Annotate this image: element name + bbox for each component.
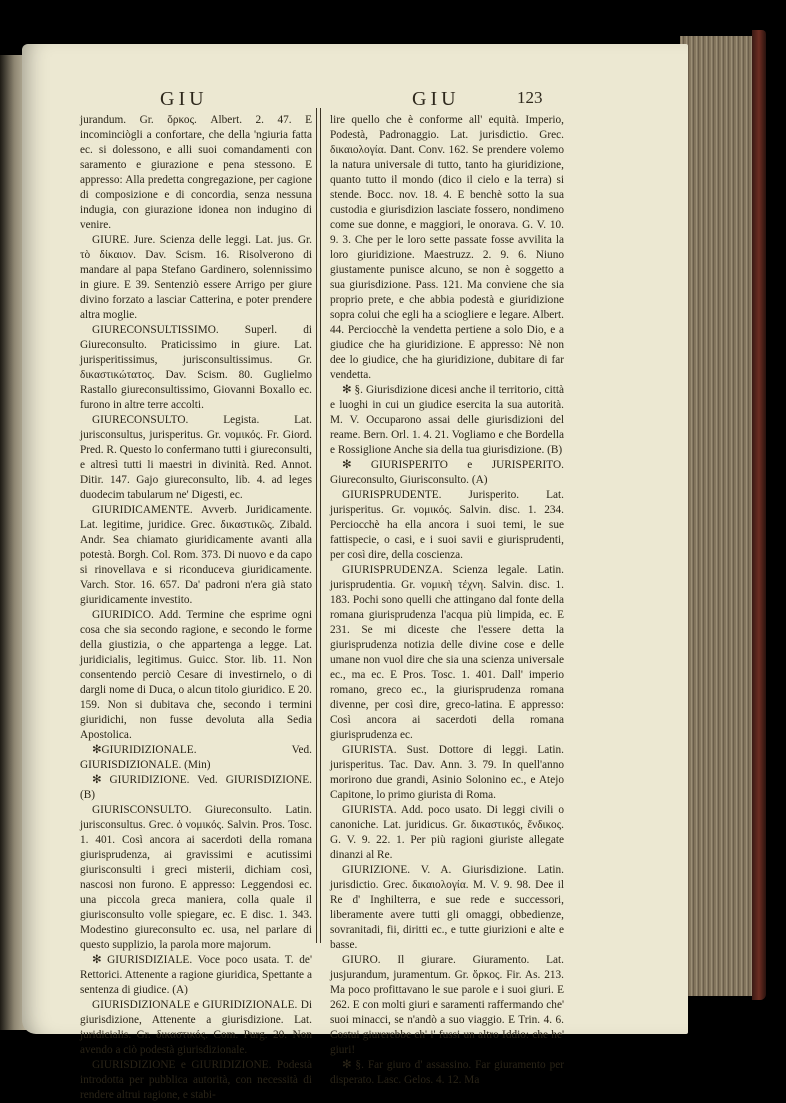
entry-giurisdizionale: GIURISDIZIONALE e GIURIDIZIONALE. Di giurisdizione, Attenente a giurisdizione. Lat. juridicialis. Gr. δικαστικός. Com. Purg. 20. Non avendo a ciò podestà giurisdizionale. [80,999,312,1056]
entry-giuridizione: ✻ GIURIDIZIONE. Ved. GIURISDIZIONE. (B) [80,774,312,801]
entry-giurisdizione: GIURISDIZIONE e GIURIDIZIONE. Podestà introdotta per pubblica autorità, con necessità di rendere altrui ragione, e stabi- [80,1059,312,1101]
left-column [80,113,312,1101]
entry-giureconsulto: GIURECONSULTO. Legista. Lat. jurisconsultus, jurisperitus. Gr. νομικός. Fr. Giord. Pred. R. Questo lo confermano tutti i giureconsulti, e altresì tutti li maestri in divinità. Red. Annot. Ditir. 147. Gajo giureconsulto, lib. 4. ad leges duodecim tabularum ne' Digesti, ec. [80,414,312,501]
entry-giurista-sust: GIURISTA. Sust. Dottore di leggi. Latin. jurisperitus. Tac. Dav. Ann. 3. 79. In quell'anno morirono due grandi, Asinio Solonino ec., e Atejo Capitone, lo primo giurista di Roma. [330,744,564,801]
entry-giurisdiziale: ✻ GIURISDIZIALE. Voce poco usata. T. de' Rettorici. Attenente a ragione giuridica, Spettante a sentenza di giudice. (A) [80,954,312,996]
entry-giuridicamente: GIURIDICAMENTE. Avverb. Juridicamente. Lat. legitime, juridice. Grec. δικαστικῶς. Zibald. Andr. Sea chiamato giuridicamente avanti alla potestà. Borgh. Col. Rom. 373. Di nuovo e da capo si rinovellava e si riconduceva giuridicamente. Varch. Stor. 16. 657. Da' padroni n'era già stato giuridicamente investito. [80,504,312,606]
entry-giurisconsulto: GIURISCONSULTO. Giureconsulto. Latin. jurisconsultus. Grec. ὁ νομικός. Salvin. Pros. Tosc. 1. 401. Così ancora ai sacerdoti della romana giurisprudenza, ai gravissimi e acutissimi giurisconsulti i greci misterii, dichiam così, nascosi non furono. E appresso: Leggendosi ec. una piccola greca maniera, colla quale il giurisconsulto volle spiegare, ec. E disc. 1. 343. Modestino giureconsulto ec. usa, nel parlare di questo supplizio, la parola more majorum. [80,804,312,951]
entry-giureconsultissimo: GIURECONSULTISSIMO. Superl. di Giureconsulto. Praticissimo in giure. Lat. jurisperitissimus, jurisconsultissimus. Gr. δικαστικώτατος. Dav. Scism. 80. Guglielmo Rastallo giureconsultissimo, Giovanni Boxallo ec. furono in altre terre accolti. [80,324,312,411]
page-number: 123 [517,88,543,107]
entry-text: lire quello che è conforme all' equità. Imperio, Podestà, Padronaggio. Lat. jurisdictio. Grec. δικαιολογία. Dant. Conv. 162. Se prendere volemo la natura universale di tutto, tanto ha giuridizione, quanto tutto il mondo (dico il cielo e la terra) si stende. Bocc. nov. 18. 4. E benchè sotto la sua custodia e giurisdizion lasciate fossero, nondimeno come sue donne, e maggiori, le onorava. G. V. 10. 9. 3. Che per le loro sette passate fosse avvilita la loro giuridizione. Maestruzz. 2. 9. 6. Niuno giustamente punisce alcuno, se non è soggetto a sua giurisdizione. Pass. 121. Ma conviene che sia proprio prete, e che abbia podestà e giuridizione sopra colui che egli ha a sciogliere e legare. Albert. 44. Perciocchè la vendetta pertiene a solo Dio, e a giudice che ha giuridizione. E appresso: Nè non dee lo giudice, che ha giuridizione, dubitare di far vendetta. [330,114,564,381]
page-edges [680,36,762,996]
entry-text: jurandum. Gr. ὅρκος. Albert. 2. 47. E incominciògli a confortare, che della 'ngiuria fatta ec. si dolessono, e alli suoi comandamenti con saramento e giurazione e pena stessono. E appresso: Alla predetta congregazione, per cagione di composizione e di concordia, senza nessuna indugia, con giurazione idonea non indugino di venire. [80,114,312,231]
right-column [330,113,564,1086]
entry-giure: GIURE. Jure. Scienza delle leggi. Lat. jus. Gr. τὸ δίκαιον. Dav. Scism. 16. Risolverono di mandare al papa Stefano Gardinero, solennissimo in giure. E 39. Sentenziò essere Arrigo per giure divino forzato a lasciar Catterina, e poter prendere altra moglie. [80,234,312,321]
entry-giuro: GIURO. Il giurare. Giuramento. Lat. jusjurandum, juramentum. Gr. ὅρκος. Fir. As. 213. Ma poco profittavano le sue parole e i suoi giuri. E 262. E con molti giuri e saramenti raffermando che' suoi minacci, se n'andò a suo viaggio. E Trin. 4. 6. Costui giurerebbe ch' i' fussi un altro Iddio: che he' giuri! [330,954,564,1056]
entry-giurisperito: ✻ GIURISPERITO e JURISPERITO. Giureconsulto, Giurisconsulto. (A) [330,459,564,486]
entry-giurisprudenza: GIURISPRUDENZA. Scienza legale. Latin. jurisprudentia. Gr. νομικὴ τέχνη. Salvin. disc. 1. 183. Pochi sono quelli che attingano dal fonte della romana giurisprudenza l'acqua più limpida, ec. E 231. Se mi diceste che l'essere detta la giurisprudenza notizia delle divine cose e delle umane non vuol dire che sia una scienza universale ec., ma ec. E Pros. Tosc. 1. 401. Dall' imperio romano, greco ec., la giurisprudenza romana divenne, per così dire, greco-latina. E appresso: Così ancora ai sacerdoti della romana giurisprudenza ec. [330,564,564,741]
running-head-left: GIU [160,88,208,110]
column-divider [320,108,321,943]
entry-giuridico: GIURIDICO. Add. Termine che esprime ogni cosa che sia secondo ragione, e secondo le forme della giustizia, o che appartenga a legge. Lat. juridicialis, legitimus. Guicc. Stor. lib. 11. Non consentendo perciò Cesare di investirnelo, o di dargli nome di Duca, o alcun titolo giuridico. E 20. 159. Non si dubitava che, secondo i termini giuridichi, non fusse devoluta alla Sedia Apostolica. [80,609,312,741]
entry-giurista-add: GIURISTA. Add. poco usato. Di leggi civili o canoniche. Lat. juridicus. Gr. δικαστικός, ἔνδικος. G. V. 9. 22. 1. Per più ragioni giuriste allegate dinanzi al Re. [330,804,564,861]
entry-giurizione: GIURIZIONE. V. A. Giurisdizione. Latin. jurisdictio. Grec. δικαιολογία. M. V. 9. 98. Dee il Re d' Inghilterra, e sue rede e successori, liberamente avere tutti gli omaggi, obbedienze, sovranitadi, fii, diritti ec., e tutte giurizioni e alte e basse. [330,864,564,951]
entry-giurisprudente: GIURISPRUDENTE. Jurisperito. Lat. jurisperitus. Gr. νομικός. Salvin. disc. 1. 234. Perciocchè ha ella ancora i suoi temi, le sue fattispecie, o casi, e i suoi savii e giurisprudenti, per così dire, della coscienza. [330,489,564,561]
book-cover-edge [752,30,766,1000]
entry-giurisdizione-territorio: ✻ §. Giurisdizione dicesi anche il territorio, città e luoghi in cui un giudice esercita la sua autorità. M. V. Occuparono assai delle giurisdizioni del reame. Bern. Orl. 1. 4. 21. Vogliamo e che Bordella e Rossiglione Anche sia della tua giurisdizione. (B) [330,384,564,456]
entry-far-giuro: ✻ §. Far giuro d' assassino. Far giuramento per disperato. Lasc. Gelos. 4. 12. Ma [330,1059,564,1086]
entry-giuridizionale: ✻GIURIDIZIONALE. Ved. GIURISDIZIONALE. (Min) [80,744,312,771]
column-divider [316,108,317,943]
running-head-right: GIU [412,88,460,110]
